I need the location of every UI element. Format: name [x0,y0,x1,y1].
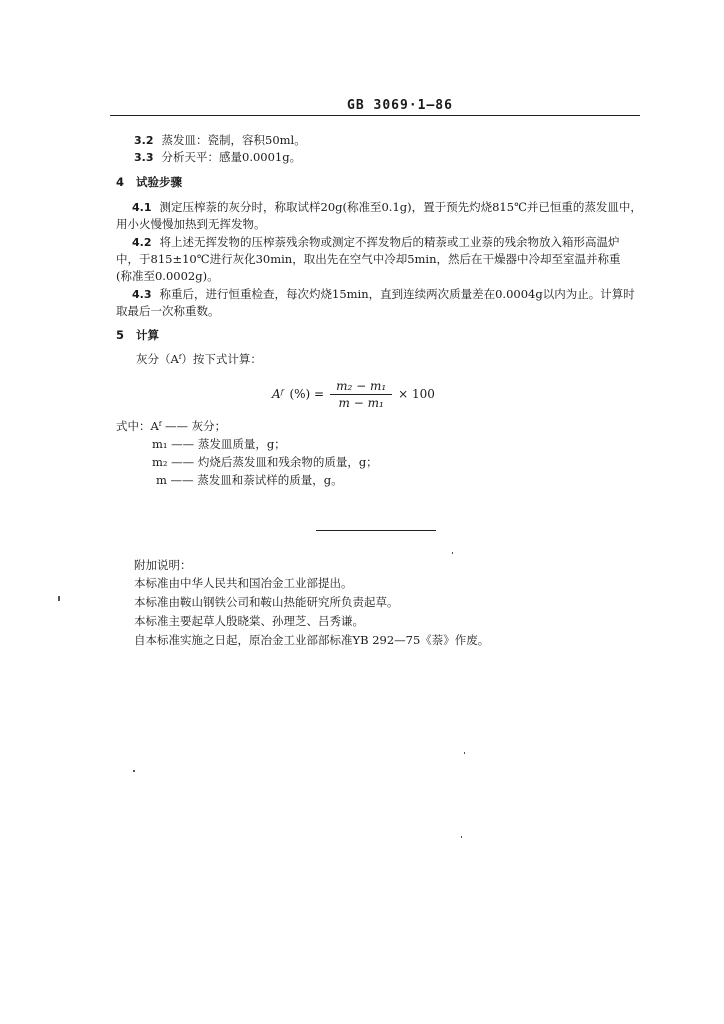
para-number: 4.3 [132,288,152,301]
para-4-3-line-1 [132,286,635,303]
section-number: 4 [116,175,125,189]
calculation-intro: 灰分（Aᶠ）按下式计算： [136,352,262,366]
section-title: 计算 [136,328,160,342]
formula-denominator: m − m₁ [338,395,384,410]
section-5-heading [116,327,159,343]
para-4-1-line-1 [132,199,642,216]
formula-numerator: m₂ − m₁ [330,379,392,395]
scan-speck [464,752,465,754]
formula-unit: (%) = [289,387,325,401]
end-rule [316,530,436,531]
para-number: 4.1 [132,201,152,214]
scan-speck [452,552,453,554]
para-text: 将上述无挥发物的压榨萘残余物或测定不挥发物后的精萘或工业萘的残余物放入箱形高温炉 [159,235,620,249]
item-number: 3.3 [134,151,154,164]
para-number: 4.2 [132,236,152,249]
para-4-3-line-2: 取最后一次称重数。 [116,304,220,318]
formula-multiplier: × 100 [398,387,435,401]
item-text: 分析天平：感量0.0001g。 [161,150,302,164]
formula-fraction [330,379,392,410]
formula-lhs: Aᶠ [272,387,284,401]
item-number: 3.2 [134,134,154,147]
para-text: 称重后，进行恒重检查，每次灼烧15min，直到连续两次质量差在0.0004g以内为止。计算时 [159,287,635,301]
section-title: 试验步骤 [136,175,183,189]
legend-line-m2: m₂ —— 灼烧后蒸发皿和残余物的质量，g； [152,455,378,469]
legend-af: Aᶠ —— 灰分； [150,419,227,433]
para-4-1-line-2: 用小火慢慢加热到无挥发物。 [116,217,266,231]
item-3-3 [134,149,301,166]
section-number: 5 [116,328,125,342]
standard-code: GB 3069·1—86 [347,98,453,113]
header-rule [110,115,640,116]
legend-line-m1: m₁ —— 蒸发皿质量，g； [152,437,286,451]
legend-line-m: m —— 蒸发皿和萘试样的质量，g。 [156,473,343,487]
notes-line-1: 本标准由中华人民共和国冶金工业部提出。 [134,576,353,590]
scan-speck [461,836,462,838]
notes-line-2: 本标准由鞍山钢铁公司和鞍山热能研究所负责起草。 [134,595,399,609]
scan-speck [58,596,60,601]
notes-title: 附加说明： [134,558,192,572]
notes-line-3: 本标准主要起草人殷晓棠、孙理芝、吕秀谦。 [134,614,364,628]
section-4-heading [116,174,182,190]
ash-formula [272,376,435,412]
item-text: 蒸发皿：瓷制，容积50ml。 [161,133,306,147]
legend-line-af [116,418,226,434]
para-4-2-line-3: (称准至0.0002g)。 [116,269,219,283]
para-4-2-line-1 [132,234,620,251]
notes-line-4: 自本标准实施之日起，原冶金工业部部标准YB 292—75《萘》作废。 [134,633,490,647]
para-4-2-line-2: 中，于815±10℃进行灰化30min，取出先在空气中冷却5min，然后在干燥器中冷却至室温并称重 [116,252,621,266]
item-3-2 [134,132,306,149]
legend-prefix: 式中： [116,419,151,433]
scan-speck [133,770,135,772]
para-text: 测定压榨萘的灰分时，称取试样20g(称准至0.1g)，置于预先灼烧815℃并已恒重的蒸发皿中， [159,200,642,214]
